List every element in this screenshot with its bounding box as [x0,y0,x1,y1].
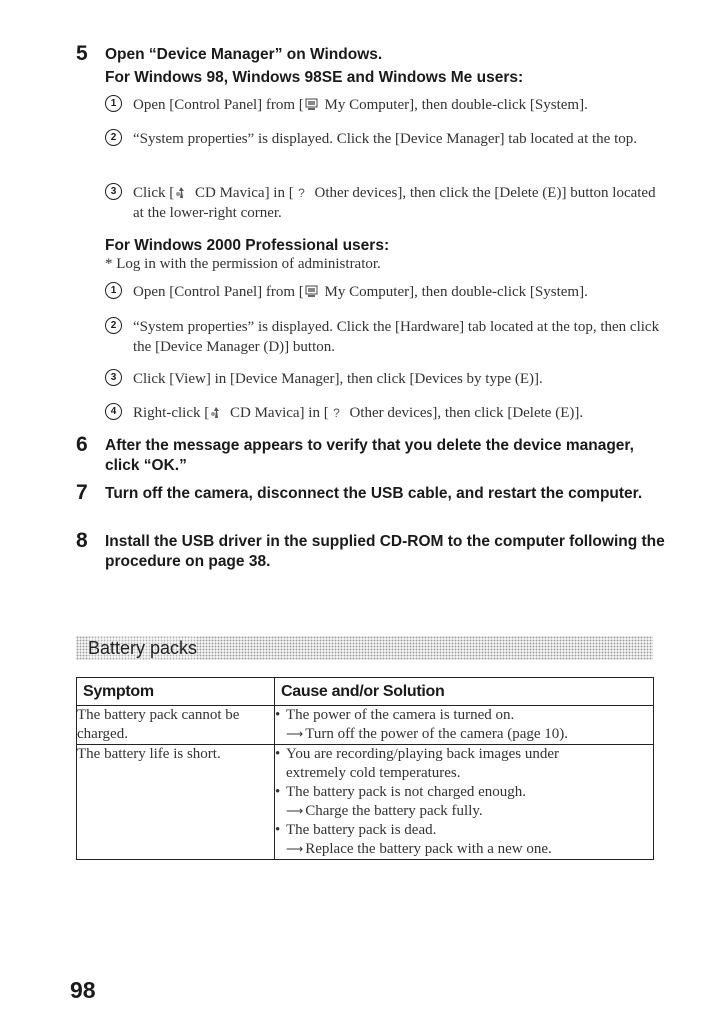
cause-cell [275,745,654,860]
circled-number: 2 [105,129,122,146]
cause-line: • The battery pack is dead. [275,822,437,838]
arrow-icon: ⟶ [286,842,304,856]
solution-text: Turn off the power of the camera (page 10). [305,726,569,742]
cause-cell [275,706,654,745]
circled-number: 4 [105,403,122,420]
circled-number: 2 [105,317,122,334]
cause-text: The battery pack is not charged enough. [286,784,527,800]
item-text: Other devices], then click [Delete (E)]. [345,405,584,421]
step-5-number: 5 [76,42,88,65]
arrow-icon: ⟶ [286,727,304,741]
arrow-icon: ⟶ [286,804,304,818]
cause-line: • The battery pack is not charged enough. [275,784,527,800]
circled-number: 1 [105,282,122,299]
item-text: Click [ [133,185,175,201]
cause-text: The battery pack is dead. [286,822,437,838]
step-8-number: 8 [76,529,88,552]
cause-line: • The power of the camera is turned on. [275,707,515,723]
item-text: Right-click [ [133,405,210,421]
cause-line-continued: extremely cold temperatures. [286,765,461,781]
item-text: My Computer], then double-click [System]. [320,97,588,113]
solution-text: Charge the battery pack fully. [305,803,483,819]
item-text: CD Mavica] in [ [191,185,294,201]
step-6-number: 6 [76,433,88,456]
svg-text:?: ? [332,406,340,419]
question-icon [295,186,308,199]
circled-number: 3 [105,183,122,200]
item-text: My Computer], then double-click [System]. [320,284,588,300]
cause-text: The power of the camera is turned on. [286,707,515,723]
solution-line [275,802,653,821]
solution-line [275,725,653,744]
item-text: “System properties” is displayed. Click the [Device Manager] tab located at the top. [133,131,638,147]
solution-text: Replace the battery pack with a new one. [305,841,552,857]
table-row [77,745,654,860]
question-icon [330,406,343,419]
svg-text:?: ? [297,186,305,199]
item-text: Other devices], then click the [Delete (E)] button located at the lower-right corner. [133,185,656,221]
device-icon [175,186,188,199]
header-cause: Cause and/or Solution [275,678,654,706]
win2000-heading: For Windows 2000 Professional users: [105,237,390,254]
my-computer-icon [305,98,318,111]
step-6-title: After the message appears to verify that you delete the device manager, click “OK.” [105,437,634,474]
circled-number: 3 [105,369,122,386]
section-title: Battery packs [88,638,198,658]
circled-number: 1 [105,95,122,112]
header-symptom: Symptom [77,678,275,706]
item-text: Open [Control Panel] from [ [133,97,304,113]
page-number: 98 [70,977,96,1003]
item-text: Open [Control Panel] from [ [133,284,304,300]
my-computer-icon [305,285,318,298]
device-icon [210,406,223,419]
step-5-title: Open “Device Manager” on Windows. [105,46,383,63]
troubleshooting-table [76,677,654,860]
cause-text: You are recording/playing back images under [286,746,559,762]
step-8-title: Install the USB driver in the supplied CD-ROM to the computer following the procedure on page 38. [105,533,665,570]
section-banner [76,636,653,660]
solution-line [275,840,653,859]
cause-line: • You are recording/playing back images under [275,746,559,762]
item-text: CD Mavica] in [ [226,405,329,421]
win98-heading: For Windows 98, Windows 98SE and Windows Me users: [105,69,524,86]
table-row [77,706,654,745]
item-text: Click [View] in [Device Manager], then click [Devices by type (E)]. [133,371,543,387]
item-text: “System properties” is displayed. Click the [Hardware] tab located at the top, then click the [Device Manager (D)] button. [133,319,660,355]
symptom-cell: The battery pack cannot be charged. [77,706,275,745]
table-header-row [77,678,654,706]
step-7-title: Turn off the camera, disconnect the USB cable, and restart the computer. [105,485,643,502]
step-7-number: 7 [76,481,88,504]
symptom-cell: The battery life is short. [77,745,275,860]
admin-note: * Log in with the permission of administrator. [105,256,381,272]
